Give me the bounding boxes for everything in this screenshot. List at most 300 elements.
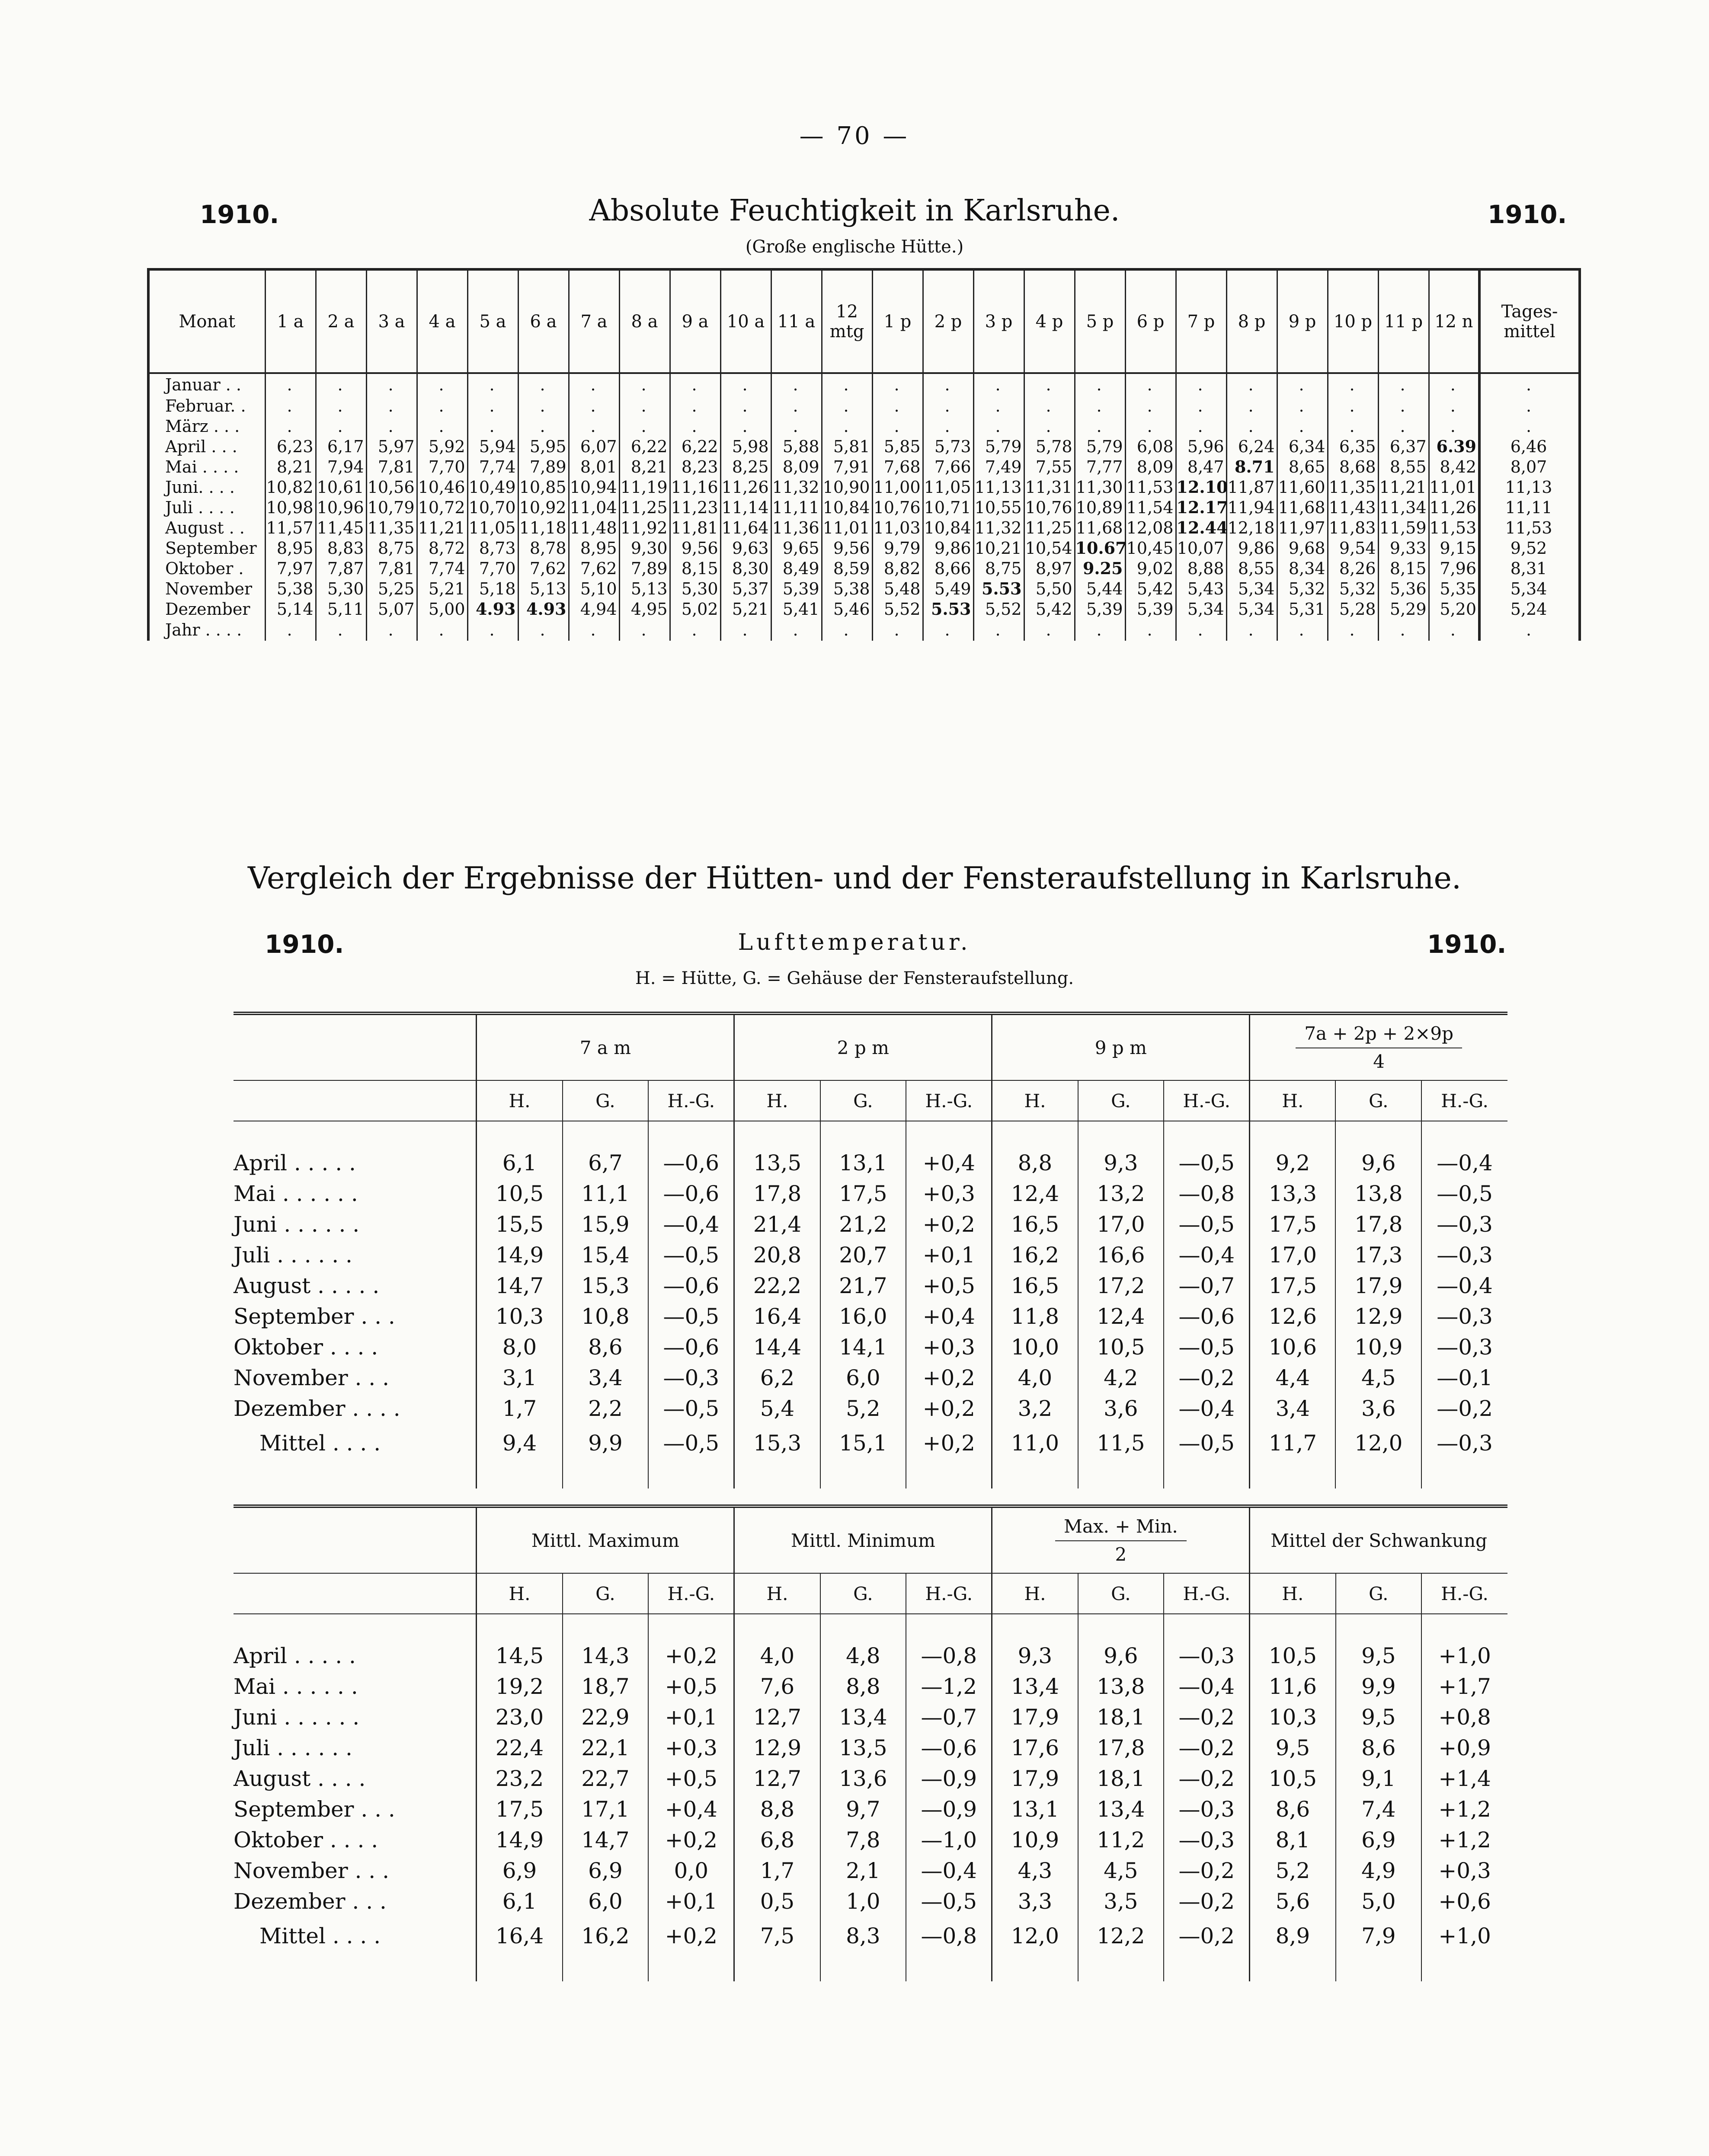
humidity-value: . [265, 416, 316, 436]
spacer-row [234, 1121, 1507, 1147]
humidity-value: 11,83 [1328, 517, 1378, 538]
column-header-hour: 1 p [872, 269, 923, 373]
humidity-value: 11,31 [1024, 477, 1075, 497]
humidity-value: . [569, 416, 619, 436]
blank-subheader [234, 1080, 477, 1121]
temperature-value: 9,3 [1078, 1147, 1164, 1178]
temperature-value: 8,6 [1336, 1732, 1422, 1763]
humidity-value: 9.25 [1075, 558, 1125, 578]
column-header-hour: 9 a [670, 269, 720, 373]
temperature-value: 14,7 [477, 1270, 563, 1301]
temperature-value: 3,4 [1250, 1393, 1336, 1424]
humidity-value: 6,17 [316, 436, 366, 457]
temperature-value: —0,3 [1164, 1794, 1250, 1824]
subheader-h: H. [477, 1573, 563, 1614]
temperature-value: 8,8 [734, 1794, 820, 1824]
temperature-value: —0,8 [906, 1640, 992, 1671]
humidity-value: 11,34 [1378, 497, 1429, 517]
temperature-value: 10,6 [1250, 1332, 1336, 1362]
humidity-value: 5,29 [1378, 599, 1429, 619]
group-mean-minimum: Mittl. Minimum [734, 1506, 992, 1573]
temperature-value: —0,6 [906, 1732, 992, 1763]
temperature-value: 7,9 [1336, 1916, 1422, 1955]
temperature-value: —0,8 [1164, 1178, 1250, 1209]
temperature-value: 6,0 [820, 1362, 906, 1393]
temperature-value: 14,1 [820, 1332, 906, 1362]
humidity-value: 10,21 [973, 538, 1024, 558]
humidity-value: 8,66 [923, 558, 973, 578]
temperature-value: 19,2 [477, 1671, 563, 1702]
temperature-value: 9,6 [1078, 1640, 1164, 1671]
legend-text: H. = Hütte, G. = Gehäuse der Fensteraufstellung. [635, 968, 1074, 988]
year-right-1: 1910. [1488, 200, 1567, 229]
month-label: Oktober . [148, 558, 265, 578]
temperature-value: 13,5 [734, 1147, 820, 1178]
humidity-value: 6,34 [1277, 436, 1328, 457]
humidity-value: 7,94 [316, 457, 366, 477]
humidity-value: 8,75 [973, 558, 1024, 578]
temperature-value: +0,6 [1421, 1886, 1507, 1916]
humidity-value: 11,43 [1328, 497, 1378, 517]
humidity-value: 6,22 [619, 436, 670, 457]
humidity-value: 11,92 [619, 517, 670, 538]
humidity-value: . [467, 619, 518, 641]
table-row [234, 1332, 1507, 1362]
subheader-h-minus-g: H.-G. [1421, 1573, 1507, 1614]
humidity-value: . [1125, 416, 1176, 436]
temperature-value: 5,6 [1250, 1886, 1336, 1916]
temperature-value: 10,3 [1250, 1702, 1336, 1732]
spacer-row [234, 1614, 1507, 1640]
temperature-value: 5,2 [820, 1393, 906, 1424]
temperature-value: 11,7 [1250, 1424, 1336, 1463]
temperature-value: 6,1 [477, 1886, 563, 1916]
humidity-value: 7,55 [1024, 457, 1075, 477]
column-header-hour: 8 p [1226, 269, 1277, 373]
subheader-h: H. [477, 1080, 563, 1121]
humidity-value: 9,65 [771, 538, 822, 558]
humidity-value: 5,98 [720, 436, 771, 457]
temperature-value: 10,5 [477, 1178, 563, 1209]
temperature-value: 13,4 [992, 1671, 1078, 1702]
humidity-value: 11,05 [923, 477, 973, 497]
humidity-value: 5,34 [1226, 578, 1277, 599]
humidity-value: . [1328, 373, 1378, 396]
month-label: September . . . [234, 1303, 395, 1329]
temperature-value: 16,4 [734, 1301, 820, 1332]
humidity-value: . [771, 396, 822, 416]
column-header-hour: 2 p [923, 269, 973, 373]
temperature-value: 22,7 [563, 1763, 649, 1794]
temperature-value: 17,8 [1335, 1209, 1421, 1239]
month-label: April . . . . . [234, 1150, 356, 1175]
subheader-h: H. [734, 1080, 820, 1121]
humidity-value: . [1125, 373, 1176, 396]
table-row [234, 1702, 1507, 1732]
blank-header [234, 1013, 477, 1080]
column-header-hour: 8 a [619, 269, 670, 373]
humidity-subtitle: (Große englische Hütte.) [745, 237, 964, 257]
humidity-value: 5,96 [1176, 436, 1226, 457]
temperature-value: 20,8 [734, 1239, 820, 1270]
temperature-value: —0,3 [1421, 1209, 1507, 1239]
humidity-value: 5,07 [366, 599, 417, 619]
humidity-value: 6,23 [265, 436, 316, 457]
page-number: — 70 — [799, 122, 910, 150]
temperature-value: 13,2 [1078, 1178, 1164, 1209]
humidity-value: . [720, 619, 771, 641]
humidity-value: 5,20 [1429, 599, 1479, 619]
humidity-value: 5,78 [1024, 436, 1075, 457]
temperature-value: —0,3 [1421, 1301, 1507, 1332]
humidity-value: . [872, 416, 923, 436]
temperature-value: 13,5 [820, 1732, 906, 1763]
table-row [234, 1424, 1507, 1463]
temperature-value: 9,6 [1335, 1147, 1421, 1178]
humidity-value: 11,13 [1479, 477, 1580, 497]
temperature-value: 17,3 [1335, 1239, 1421, 1270]
month-label: Januar . . [148, 373, 265, 396]
humidity-value: . [1328, 619, 1378, 641]
humidity-value: 8,25 [720, 457, 771, 477]
humidity-value: 7,74 [467, 457, 518, 477]
column-header-hour: 11 p [1378, 269, 1429, 373]
table-row [234, 1671, 1507, 1702]
subheader-h: H. [992, 1080, 1078, 1121]
humidity-value: 8,83 [316, 538, 366, 558]
humidity-value: 8,75 [366, 538, 417, 558]
humidity-value: 10,85 [518, 477, 569, 497]
humidity-value: . [518, 619, 569, 641]
column-header-hour: 10 a [720, 269, 771, 373]
temperature-value: 10,0 [992, 1332, 1078, 1362]
temperature-value: —0,4 [1421, 1147, 1507, 1178]
temperature-value: 10,9 [992, 1824, 1078, 1855]
humidity-value: . [973, 416, 1024, 436]
temperature-value: +0,3 [906, 1332, 992, 1362]
temperature-value: 13,6 [820, 1763, 906, 1794]
temperature-value: 16,0 [820, 1301, 906, 1332]
column-header-hour: 4 p [1024, 269, 1075, 373]
humidity-value: 10,56 [366, 477, 417, 497]
temperature-value: 17,2 [1078, 1270, 1164, 1301]
humidity-value: 5,32 [1328, 578, 1378, 599]
humidity-value: 11,26 [1429, 497, 1479, 517]
temperature-value: —0,5 [1164, 1147, 1250, 1178]
temperature-value: 17,9 [992, 1763, 1078, 1794]
humidity-value: . [670, 396, 720, 416]
humidity-value: 5,32 [1277, 578, 1328, 599]
humidity-value: 7,70 [467, 558, 518, 578]
temperature-value: 8,8 [820, 1671, 906, 1702]
temperature-value: 7,8 [820, 1824, 906, 1855]
temperature-value: 13,4 [1078, 1794, 1164, 1824]
humidity-value: 11,64 [720, 517, 771, 538]
temperature-value: 6,1 [477, 1147, 563, 1178]
temperature-value: —0,4 [1164, 1393, 1250, 1424]
humidity-value: . [1075, 373, 1125, 396]
column-header-hour: 5 p [1075, 269, 1125, 373]
subheader-h-minus-g: H.-G. [906, 1573, 992, 1614]
humidity-value: 5,46 [822, 599, 872, 619]
humidity-value: 9,30 [619, 538, 670, 558]
temperature-value: 2,1 [820, 1855, 906, 1886]
humidity-value: 5,30 [670, 578, 720, 599]
temperature-value: —0,9 [906, 1794, 992, 1824]
month-label: November . . . [234, 1365, 389, 1390]
temperature-value: 12,0 [992, 1916, 1078, 1955]
humidity-value: 11,04 [569, 497, 619, 517]
humidity-value: 10,61 [316, 477, 366, 497]
temperature-value: 18,1 [1078, 1763, 1164, 1794]
humidity-value: 5,25 [366, 578, 417, 599]
humidity-value: 5,36 [1378, 578, 1429, 599]
humidity-value: . [1277, 416, 1328, 436]
subheader-g: G. [1336, 1573, 1422, 1614]
humidity-value: . [417, 396, 467, 416]
temperature-value: 17,5 [477, 1794, 563, 1824]
humidity-value: . [1024, 619, 1075, 641]
temperature-value: +0,2 [648, 1640, 734, 1671]
temperature-value: —0,5 [648, 1301, 734, 1332]
humidity-value: 5,39 [1125, 599, 1176, 619]
temperature-value: 12,7 [734, 1702, 820, 1732]
humidity-value: 4,95 [619, 599, 670, 619]
temperature-value: 17,5 [820, 1178, 906, 1209]
humidity-value: 6,46 [1479, 436, 1580, 457]
humidity-value: . [417, 619, 467, 641]
humidity-value: . [518, 373, 569, 396]
humidity-value: 5,52 [973, 599, 1024, 619]
humidity-value: . [366, 373, 417, 396]
humidity-value: 10,98 [265, 497, 316, 517]
humidity-value: 7,87 [316, 558, 366, 578]
temperature-value: —0,6 [648, 1147, 734, 1178]
month-label: April . . . . . [234, 1643, 356, 1668]
humidity-value: 8,21 [619, 457, 670, 477]
temperature-value: —0,6 [648, 1178, 734, 1209]
temperature-value: 17,6 [992, 1732, 1078, 1763]
humidity-value: 5,13 [518, 578, 569, 599]
temperature-value: 14,5 [477, 1640, 563, 1671]
humidity-value: 7,74 [417, 558, 467, 578]
humidity-value: . [822, 619, 872, 641]
humidity-value: 7,81 [366, 457, 417, 477]
humidity-value: 10,82 [265, 477, 316, 497]
humidity-value: . [1226, 373, 1277, 396]
humidity-value: 7,62 [518, 558, 569, 578]
humidity-value: . [1176, 396, 1226, 416]
temperature-value: 1,7 [734, 1855, 820, 1886]
humidity-value: 9,02 [1125, 558, 1176, 578]
humidity-value: 5,21 [720, 599, 771, 619]
temperature-value: 22,1 [563, 1732, 649, 1763]
temperature-value: 16,2 [992, 1239, 1078, 1270]
humidity-value: . [316, 619, 366, 641]
humidity-value: 11,30 [1075, 477, 1125, 497]
temperature-value: —0,2 [1164, 1763, 1250, 1794]
humidity-value: 8,78 [518, 538, 569, 558]
humidity-value: 7,68 [872, 457, 923, 477]
humidity-value: 11,60 [1277, 477, 1328, 497]
humidity-value: . [720, 416, 771, 436]
humidity-value: 5,39 [1075, 599, 1125, 619]
humidity-value: 8,31 [1479, 558, 1580, 578]
temperature-value: +0,2 [648, 1824, 734, 1855]
humidity-value: . [467, 396, 518, 416]
temperature-value: 5,4 [734, 1393, 820, 1424]
group-7am: 7 a m [477, 1013, 734, 1080]
humidity-value: 4.93 [518, 599, 569, 619]
temperature-value: —0,5 [906, 1886, 992, 1916]
month-label: August . . . . . [234, 1273, 380, 1298]
temperature-value: 12,4 [1078, 1301, 1164, 1332]
humidity-value: 10,84 [822, 497, 872, 517]
temperature-value: 14,7 [563, 1824, 649, 1855]
humidity-value: . [1378, 619, 1429, 641]
temperature-value: 12,9 [1335, 1301, 1421, 1332]
humidity-value: 5,73 [923, 436, 973, 457]
temperature-value: —0,3 [1164, 1824, 1250, 1855]
humidity-value: 8,47 [1176, 457, 1226, 477]
subheader-h-minus-g: H.-G. [648, 1080, 734, 1121]
temperature-value: +0,3 [1421, 1855, 1507, 1886]
temperature-value: 2,2 [563, 1393, 649, 1424]
humidity-value: . [923, 396, 973, 416]
humidity-value: 8.71 [1226, 457, 1277, 477]
temperature-value: 14,4 [734, 1332, 820, 1362]
temperature-value: 4,5 [1078, 1855, 1164, 1886]
humidity-value: 6,37 [1378, 436, 1429, 457]
humidity-value: 8,21 [265, 457, 316, 477]
humidity-value: 11,25 [619, 497, 670, 517]
temperature-value: 14,9 [477, 1824, 563, 1855]
table-row [148, 599, 1580, 619]
humidity-value: 6,22 [670, 436, 720, 457]
humidity-value: . [1479, 416, 1580, 436]
humidity-value: 11,94 [1226, 497, 1277, 517]
spacer-row [234, 1463, 1507, 1488]
humidity-value: . [1226, 416, 1277, 436]
table-row [148, 457, 1580, 477]
temperature-value: 10,3 [477, 1301, 563, 1332]
subheader-h-minus-g: H.-G. [1421, 1080, 1507, 1121]
temperature-value: —0,3 [1421, 1332, 1507, 1362]
subheader-h-minus-g: H.-G. [648, 1573, 734, 1614]
month-label: Juli . . . . . . [234, 1242, 352, 1268]
temperature-value: —0,3 [1421, 1424, 1507, 1463]
humidity-value: 8,49 [771, 558, 822, 578]
humidity-value: 11,00 [872, 477, 923, 497]
humidity-value: 10,76 [1024, 497, 1075, 517]
humidity-value: . [872, 619, 923, 641]
humidity-value: . [1328, 416, 1378, 436]
humidity-value: 5,24 [1479, 599, 1580, 619]
humidity-value: 8,68 [1328, 457, 1378, 477]
humidity-value: . [923, 619, 973, 641]
humidity-value: 6,35 [1328, 436, 1378, 457]
temperature-value: 11,1 [563, 1178, 649, 1209]
humidity-value: 9,86 [1226, 538, 1277, 558]
humidity-value: . [316, 396, 366, 416]
humidity-value: 6.39 [1429, 436, 1479, 457]
temperature-value: +0,2 [906, 1362, 992, 1393]
column-header-hour: 2 a [316, 269, 366, 373]
temperature-value: —0,2 [1164, 1855, 1250, 1886]
humidity-value: 5,18 [467, 578, 518, 599]
temperature-value: +0,4 [648, 1794, 734, 1824]
column-header-hour: 3 p [973, 269, 1024, 373]
humidity-value: . [1479, 373, 1580, 396]
temperature-value: 15,5 [477, 1209, 563, 1239]
humidity-value: 5,43 [1176, 578, 1226, 599]
formula-numerator: Max. + Min. [1055, 1516, 1187, 1541]
humidity-value: 9,68 [1277, 538, 1328, 558]
humidity-value: 12,08 [1125, 517, 1176, 538]
table-row [234, 1270, 1507, 1301]
humidity-value: . [417, 416, 467, 436]
temperature-value: —0,5 [648, 1424, 734, 1463]
humidity-value: . [265, 396, 316, 416]
humidity-value: 8,15 [670, 558, 720, 578]
month-label: Juli . . . . [148, 497, 265, 517]
temperature-value: 6,8 [734, 1824, 820, 1855]
humidity-value: . [670, 416, 720, 436]
humidity-value: 11,11 [771, 497, 822, 517]
humidity-value: . [1479, 396, 1580, 416]
humidity-value: . [1277, 396, 1328, 416]
month-label: Dezember [148, 599, 265, 619]
temperature-value: 9,1 [1336, 1763, 1422, 1794]
humidity-value: . [366, 396, 417, 416]
table-row [234, 1178, 1507, 1209]
subheader-g: G. [1335, 1080, 1421, 1121]
temperature-value: 23,0 [477, 1702, 563, 1732]
humidity-value: 5,50 [1024, 578, 1075, 599]
humidity-value: 11,19 [619, 477, 670, 497]
temperature-value: 6,2 [734, 1362, 820, 1393]
humidity-value: 10,89 [1075, 497, 1125, 517]
humidity-value: . [1024, 396, 1075, 416]
temperature-value: 0,5 [734, 1886, 820, 1916]
temperature-value: —0,3 [1164, 1640, 1250, 1671]
humidity-value: 10,07 [1176, 538, 1226, 558]
month-label: September . . . [234, 1796, 395, 1822]
temperature-value: 8,8 [992, 1147, 1078, 1178]
subheader-h: H. [734, 1573, 820, 1614]
temperature-value: 21,4 [734, 1209, 820, 1239]
temperature-value: 21,2 [820, 1209, 906, 1239]
humidity-value: 5,35 [1429, 578, 1479, 599]
humidity-value: 4,94 [569, 599, 619, 619]
table-row [148, 578, 1580, 599]
humidity-value: 11,16 [670, 477, 720, 497]
humidity-value: . [518, 416, 569, 436]
subheader-g: G. [1078, 1573, 1164, 1614]
temperature-value: 17,9 [992, 1702, 1078, 1732]
temperature-value: 13,1 [992, 1794, 1078, 1824]
humidity-value: 9,54 [1328, 538, 1378, 558]
subheader-g: G. [820, 1573, 906, 1614]
temperature-value: +1,0 [1421, 1916, 1507, 1955]
temperature-value: 3,3 [992, 1886, 1078, 1916]
table-row [234, 1732, 1507, 1763]
formula-denominator: 2 [1115, 1544, 1127, 1565]
humidity-value: . [467, 373, 518, 396]
month-label: Dezember . . . . [234, 1396, 400, 1421]
temperature-value: 10,5 [1250, 1763, 1336, 1794]
humidity-value: 8,95 [265, 538, 316, 558]
